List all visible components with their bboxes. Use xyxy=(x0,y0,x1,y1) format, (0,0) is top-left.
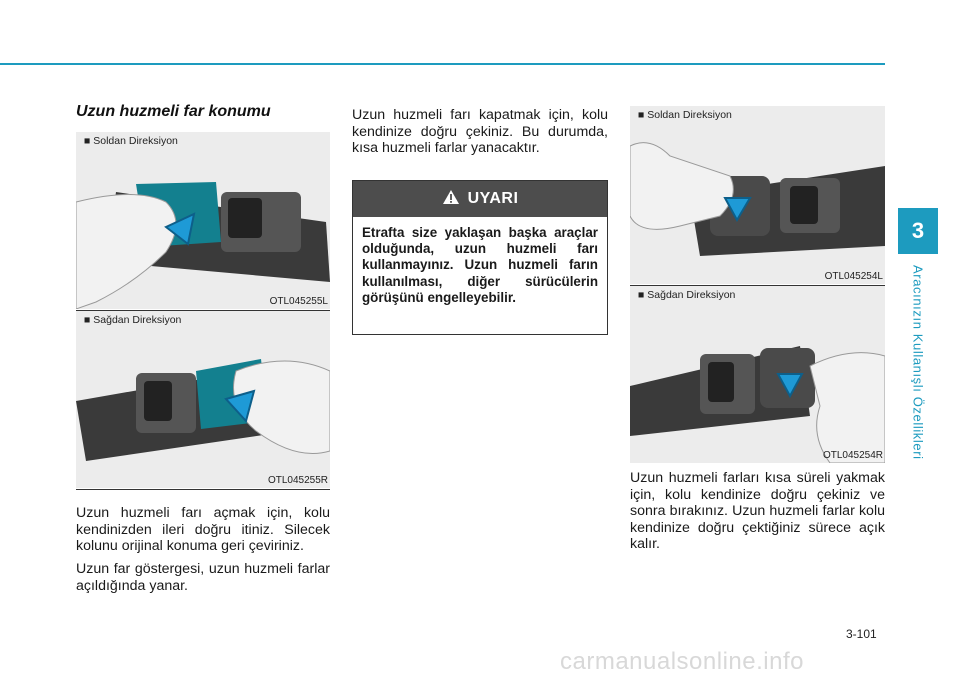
chapter-number-tab: 3 xyxy=(898,208,938,254)
paragraph: Uzun far göstergesi, uzun huzmeli farlar açıldığında yanar. xyxy=(76,561,330,594)
figure-label: ■ Sağdan Direksiyon xyxy=(638,289,736,301)
figure-lhd-pull xyxy=(630,106,885,284)
warning-triangle-icon xyxy=(442,189,460,210)
stalk-illustration xyxy=(630,106,885,284)
figure-rhd-pull xyxy=(630,286,885,463)
figure-lhd-push xyxy=(76,132,330,309)
warning-title: UYARI xyxy=(467,190,519,207)
figure-label: ■ Sağdan Direksiyon xyxy=(84,314,182,326)
figure-code: OTL045254L xyxy=(824,271,883,282)
warning-text: Etrafta size yaklaşan başka araçlar olduğunda, uzun huzmeli farı kullanmayınız. Uzun huzmeli farın kullanılması, diğer sürücülerin görüşünü engelleyebilir. xyxy=(362,225,598,305)
top-rule xyxy=(0,63,885,65)
figure-separator xyxy=(76,489,330,490)
stalk-illustration xyxy=(76,311,330,488)
figure-label: ■ Soldan Direksiyon xyxy=(84,135,178,147)
warning-header xyxy=(353,181,607,217)
paragraph: Uzun huzmeli farı açmak için, kolu kendinizden ileri doğru itiniz. Silecek kolunu orijinal konuma geri çeviriniz. xyxy=(76,505,330,554)
figure-label: ■ Soldan Direksiyon xyxy=(638,109,732,121)
stalk-illustration xyxy=(76,132,330,309)
page-number: 3-101 xyxy=(846,627,877,641)
paragraph: Uzun huzmeli farları kısa süreli yakmak için, kolu kendinize doğru çekiniz ve sonra bırakınız. Uzun huzmeli farlar kolu kendinize doğru çektiğiniz sürece açık kalır. xyxy=(630,470,885,552)
chapter-title: Aracınızın Kullanışlı Özellikleri xyxy=(910,264,926,460)
watermark: carmanualsonline.info xyxy=(560,648,804,675)
figure-code: OTL045255R xyxy=(267,475,328,486)
warning-box xyxy=(352,180,608,335)
figure-code: OTL045254R xyxy=(822,450,883,461)
figure-rhd-push xyxy=(76,311,330,488)
stalk-illustration xyxy=(630,286,885,463)
figure-code: OTL045255L xyxy=(269,296,328,307)
paragraph: Uzun huzmeli farı kapatmak için, kolu kendinize doğru çekiniz. Bu durumda, kısa huzmeli farlar yanacaktır. xyxy=(352,107,608,156)
section-heading: Uzun huzmeli far konumu xyxy=(76,103,271,120)
